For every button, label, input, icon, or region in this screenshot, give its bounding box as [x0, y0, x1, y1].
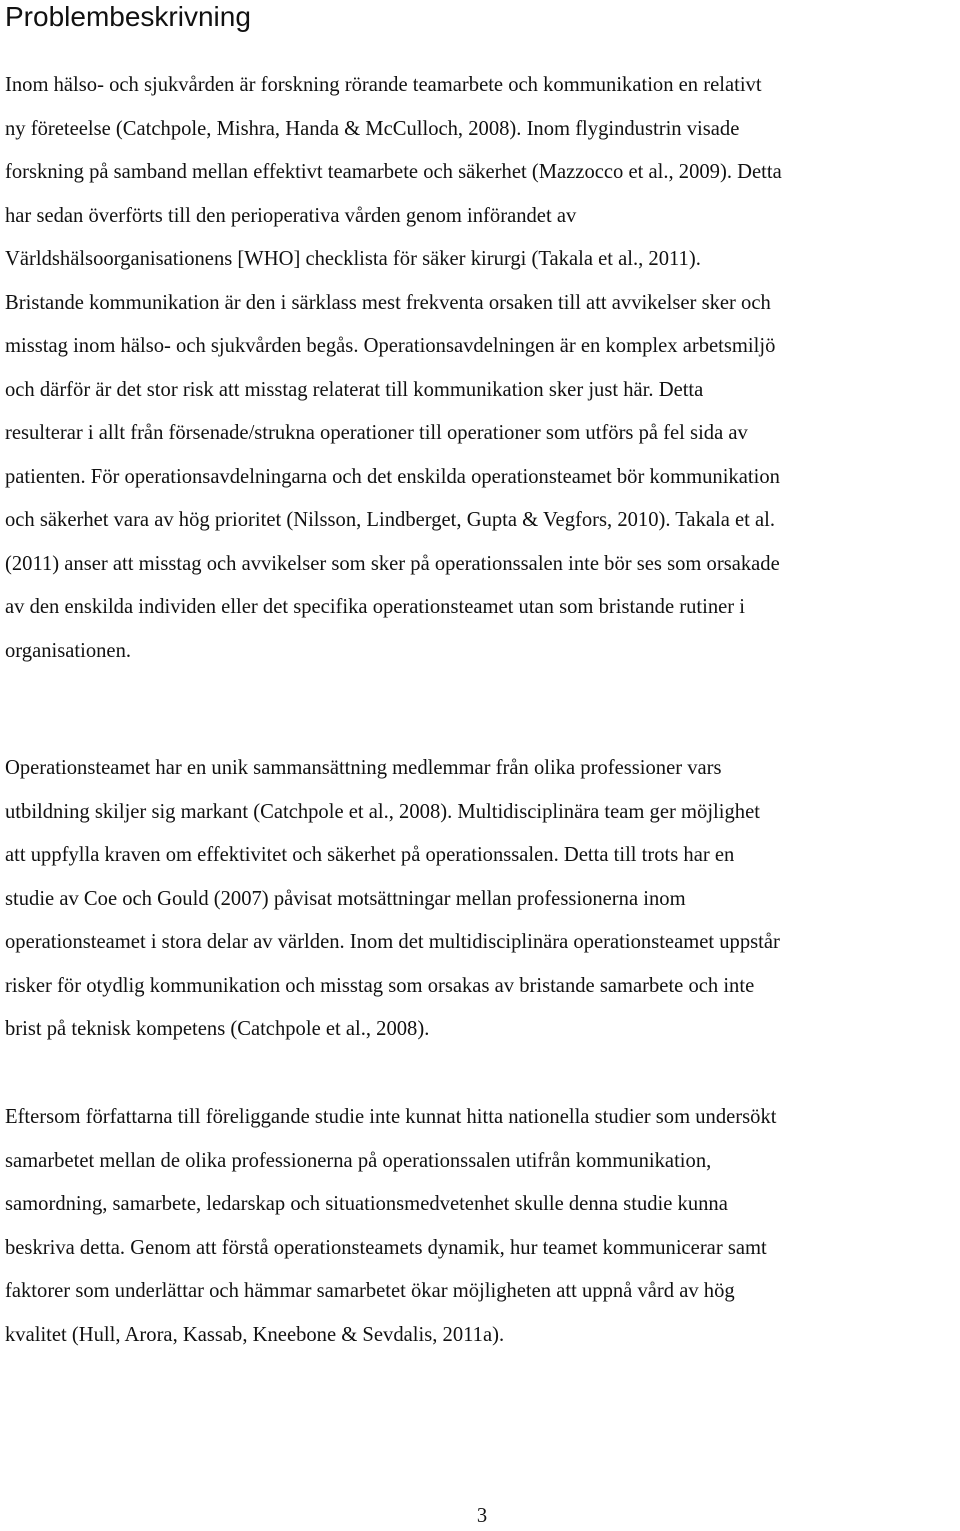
text-line: organisationen. — [5, 639, 132, 662]
text-line: Eftersom författarna till föreliggande studie inte kunnat hitta nationella studier som undersökt — [5, 1106, 777, 1128]
text-line: beskriva detta. Genom att förstå operationsteamets dynamik, hur teamet kommunicerar samt — [5, 1236, 767, 1259]
text-line: att uppfylla kraven om effektivitet och säkerhet på operationssalen. Detta till trots har en — [5, 844, 735, 866]
text-line: studie av Coe och Gould (2007) påvisat motsättningar mellan professionerna inom — [5, 887, 686, 910]
paragraph-1 — [5, 64, 960, 673]
paragraph-2 — [5, 747, 960, 1052]
text-line: misstag inom hälso- och sjukvården begås. Operationsavdelningen är en komplex arbetsmiljö — [5, 335, 776, 357]
text-line: Inom hälso- och sjukvården är forskning rörande teamarbete och kommunikation en relativt — [5, 74, 762, 96]
text-line: resulterar i allt från försenade/strukna operationer till operationer som utförs på fel sida av — [5, 422, 748, 444]
text-line: brist på teknisk kompetens (Catchpole et al., 2008). — [5, 1018, 430, 1040]
page-heading: Problembeskrivning — [5, 1, 251, 32]
text-line: av den enskilda individen eller det specifika operationsteamet utan som bristande rutiner i — [5, 596, 745, 618]
text-line: (2011) anser att misstag och avvikelser som sker på operationssalen inte bör ses som orsakade — [5, 552, 780, 575]
text-line: Operationsteamet har en unik sammansättning medlemmar från olika professioner vars — [5, 757, 722, 779]
text-line: forskning på samband mellan effektivt teamarbete och säkerhet (Mazzocco et al., 2009). Detta — [5, 161, 782, 183]
paragraph-3 — [5, 1096, 960, 1357]
text-line: samarbetet mellan de olika professionerna på operationssalen utifrån kommunikation, — [5, 1149, 712, 1172]
text-line: patienten. För operationsavdelningarna och det enskilda operationsteamet bör kommunikation — [5, 465, 780, 488]
text-line: och därför är det stor risk att misstag relaterat till kommunikation sker just här. Detta — [5, 378, 704, 401]
text-line: operationsteamet i stora delar av världen. Inom det multidisciplinära operationsteamet uppstår — [5, 931, 780, 953]
text-line: samordning, samarbete, ledarskap och situationsmedvetenhet skulle denna studie kunna — [5, 1193, 728, 1215]
text-line: faktorer som underlättar och hämmar samarbetet ökar möjligheten att uppnå vård av hög — [5, 1280, 735, 1302]
text-line: ny företeelse (Catchpole, Mishra, Handa & McCulloch, 2008). Inom flygindustrin visade — [5, 117, 740, 140]
text-line: och säkerhet vara av hög prioritet (Nilsson, Lindberget, Gupta & Vegfors, 2010). Takala et al. — [5, 509, 776, 531]
text-line: har sedan överförts till den perioperativa vården genom införandet av — [5, 204, 577, 227]
text-line: utbildning skiljer sig markant (Catchpole et al., 2008). Multidisciplinära team ger möjlighet — [5, 800, 760, 823]
text-line: Världshälsoorganisationens [WHO] checklista för säker kirurgi (Takala et al., 2011). — [5, 248, 701, 270]
text-line: Bristande kommunikation är den i särklass mest frekventa orsaken till att avvikelser sker och — [5, 291, 771, 314]
text-line: risker för otydlig kommunikation och misstag som orsakas av bristande samarbete och inte — [5, 974, 755, 997]
text-line: kvalitet (Hull, Arora, Kassab, Kneebone & Sevdalis, 2011a). — [5, 1323, 505, 1346]
page-number: 3 — [476, 1505, 488, 1527]
